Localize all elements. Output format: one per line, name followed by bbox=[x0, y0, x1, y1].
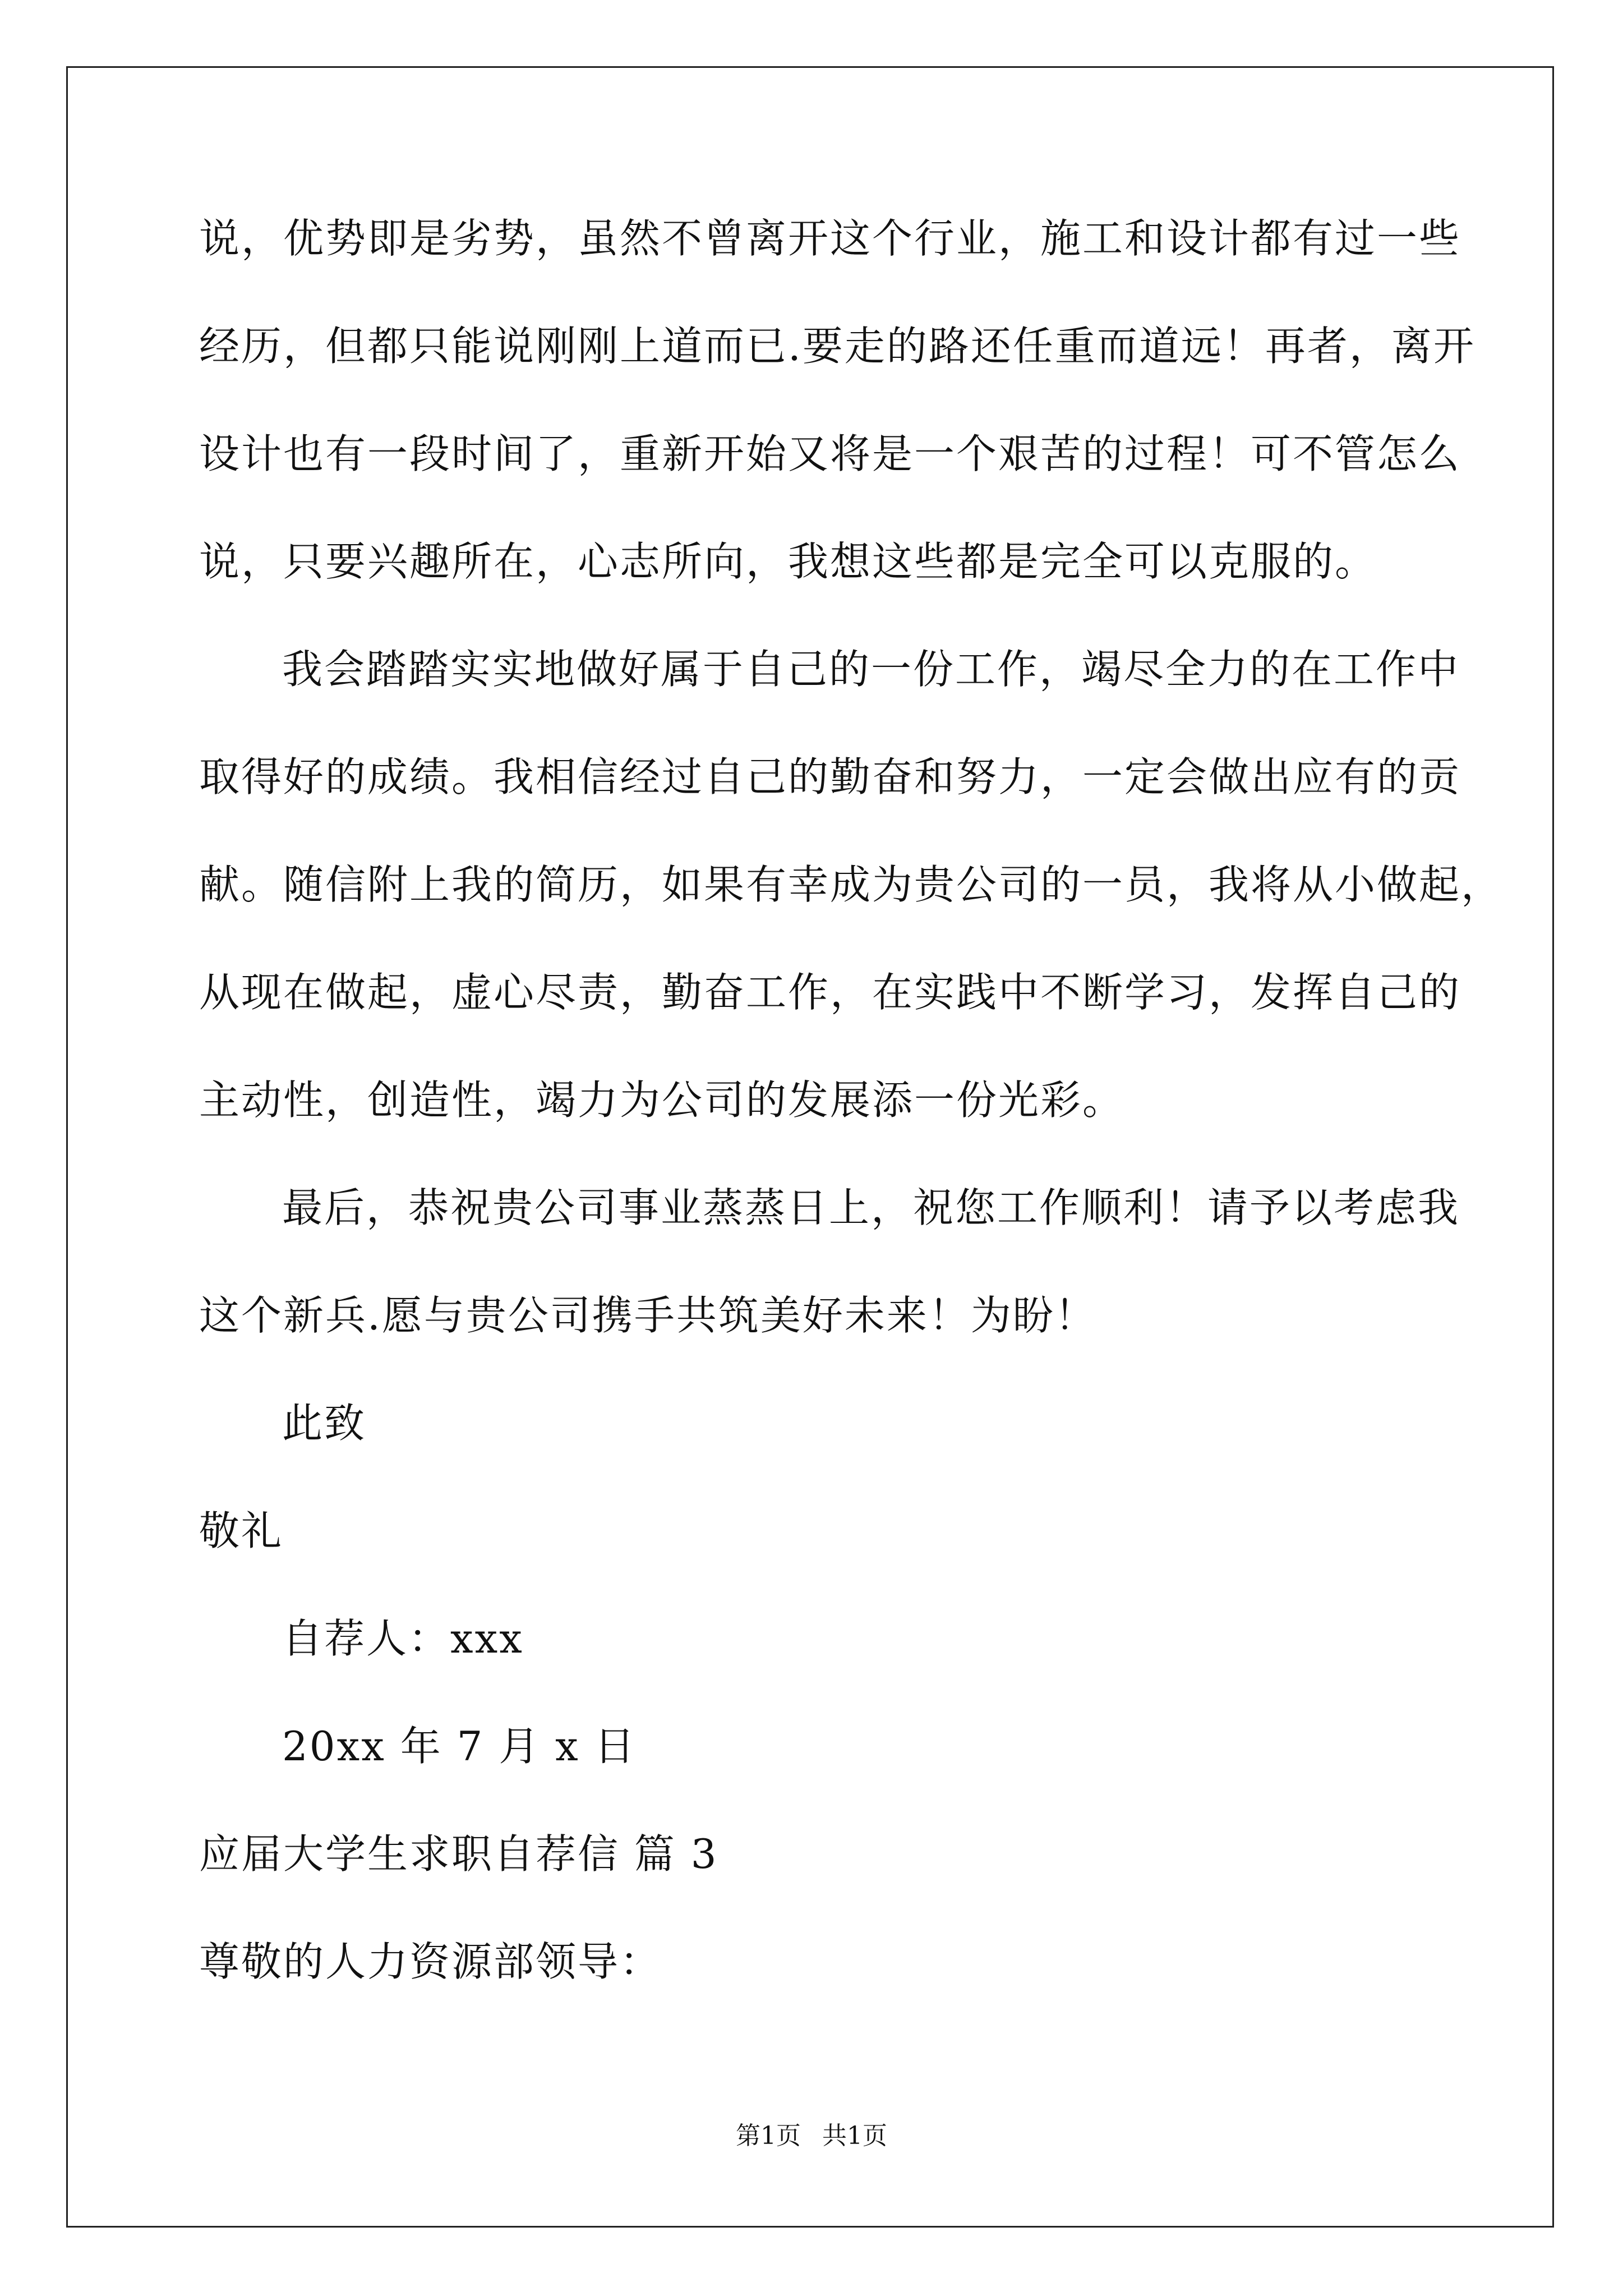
text-line: 说，只要兴趣所在，心志所向，我想这些都是完全可以克服的。 bbox=[199, 538, 1377, 585]
salutation-line: 敬礼 bbox=[199, 1507, 284, 1554]
text-line: 主动性，创造性，竭力为公司的发展添一份光彩。 bbox=[199, 1076, 1125, 1124]
text-line: 说，优势即是劣势，虽然不曾离开这个行业，施工和设计都有过一些 bbox=[199, 215, 1461, 262]
page-footer bbox=[0, 2119, 1623, 2153]
text-line: 设计也有一段时间了，重新开始又将是一个艰苦的过程！可不管怎么 bbox=[199, 430, 1461, 477]
greeting-line: 尊敬的人力资源部领导： bbox=[199, 1938, 662, 1985]
section-heading: 应届大学生求职自荐信 篇 3 bbox=[199, 1830, 718, 1878]
closing-line: 此致 bbox=[282, 1400, 367, 1447]
paragraph-start-line: 最后，恭祝贵公司事业蒸蒸日上，祝您工作顺利！请予以考虑我 bbox=[282, 1184, 1460, 1231]
paragraph-start-line: 我会踏踏实实地做好属于自己的一份工作，竭尽全力的在工作中 bbox=[282, 646, 1460, 693]
page-border bbox=[66, 66, 1554, 2228]
page-number: 第1页 bbox=[736, 2122, 801, 2150]
text-line: 这个新兵.愿与贵公司携手共筑美好未来！为盼！ bbox=[199, 1292, 1097, 1339]
signature-line: 自荐人：xxx bbox=[282, 1615, 524, 1662]
text-line: 取得好的成绩。我相信经过自己的勤奋和努力，一定会做出应有的贡 bbox=[199, 753, 1461, 800]
text-line: 经历，但都只能说刚刚上道而已.要走的路还任重而道远！再者，离开 bbox=[199, 323, 1476, 370]
text-line: 献。随信附上我的简历，如果有幸成为贵公司的一员，我将从小做起， bbox=[199, 861, 1504, 908]
date-line: 20xx 年 7 月 x 日 bbox=[282, 1723, 637, 1770]
text-line: 从现在做起，虚心尽责，勤奋工作，在实践中不断学习，发挥自己的 bbox=[199, 969, 1461, 1016]
page-total: 共1页 bbox=[822, 2122, 887, 2150]
